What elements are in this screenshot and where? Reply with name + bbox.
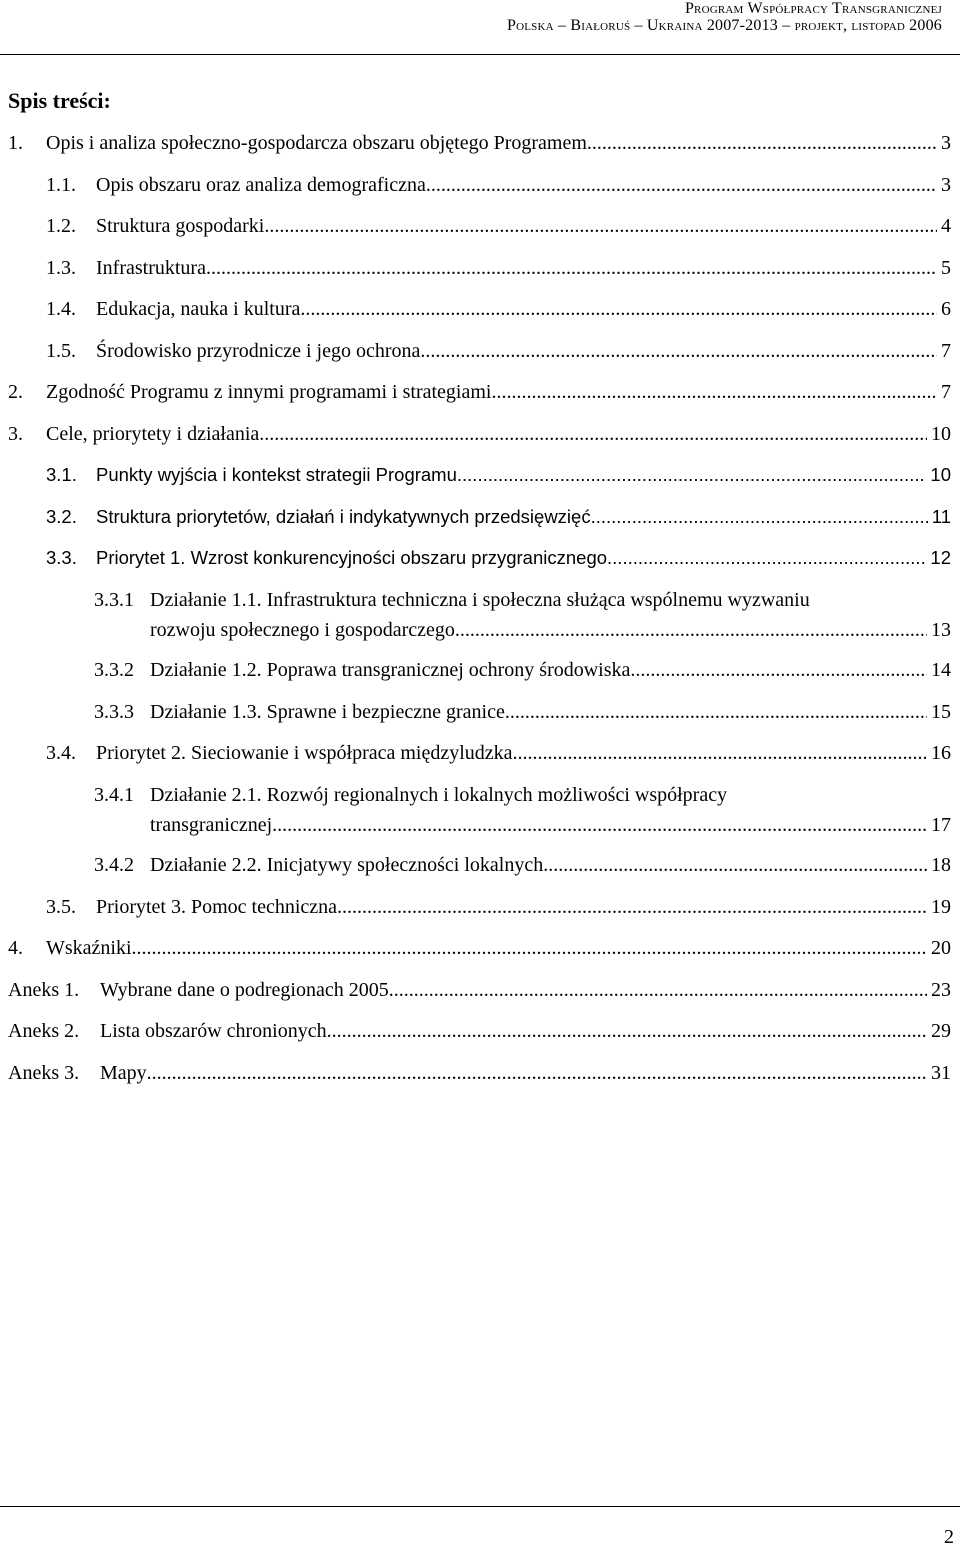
toc-entry-number: 3.3.2	[94, 659, 134, 681]
toc-entry-number: 2.	[8, 381, 23, 403]
toc-entry-title: Środowisko przyrodnicze i jego ochrona	[96, 340, 421, 362]
toc-entry-page: 10	[930, 464, 951, 485]
toc-entry-title: Struktura priorytetów, działań i indykatywnych przedsięwzięć	[96, 506, 591, 527]
toc-entry[interactable]	[46, 505, 951, 529]
toc-entry-title: Cele, priorytety i działania	[46, 423, 260, 445]
toc-leader-dots	[455, 618, 927, 642]
footer-divider	[0, 1506, 960, 1507]
toc-entry-page: 10	[931, 423, 951, 445]
page-header	[0, 0, 960, 56]
toc-leader-dots	[513, 741, 927, 765]
toc-leader-dots	[426, 173, 937, 197]
header-program-title: Program Współpracy Transgranicznej	[684, 0, 942, 17]
toc-entry[interactable]	[46, 895, 951, 919]
toc-entry[interactable]	[94, 658, 951, 682]
toc-leader-dots	[491, 380, 937, 404]
toc-entry-number: 1.2.	[46, 215, 76, 237]
toc-entry-number: 3.3.	[46, 547, 77, 568]
header-divider	[0, 54, 960, 55]
toc-entry-page: 13	[931, 619, 951, 641]
toc-leader-dots	[259, 422, 927, 446]
toc-entry-page: 3	[941, 132, 951, 154]
toc-entry[interactable]	[8, 131, 951, 155]
toc-entry-page: 14	[931, 659, 951, 681]
toc-entry[interactable]	[8, 1019, 951, 1043]
toc-entry-number: 3.5.	[46, 896, 76, 918]
toc-entry-title: Priorytet 3. Pomoc techniczna	[96, 896, 338, 918]
toc-entry[interactable]	[46, 256, 951, 280]
toc-entry-title: Edukacja, nauka i kultura	[96, 298, 301, 320]
toc-entry-number: 3.4.1	[94, 784, 134, 806]
toc-entry-page: 3	[941, 174, 951, 196]
toc-entry-page: 29	[931, 1020, 951, 1042]
page-number: 2	[944, 1526, 954, 1548]
toc-entry-page: 20	[931, 937, 951, 959]
toc-entry-title: Opis i analiza społeczno-gospodarcza obszaru objętego Programem	[46, 132, 587, 154]
toc-entry[interactable]	[8, 936, 951, 960]
toc-entry[interactable]	[46, 339, 951, 363]
toc-leader-dots	[420, 339, 937, 363]
toc-entry-title: Lista obszarów chronionych	[100, 1020, 327, 1042]
toc-entry-page: 18	[931, 854, 951, 876]
toc-entry[interactable]	[8, 422, 951, 446]
toc-leader-dots	[264, 214, 937, 238]
toc-entry-page: 4	[941, 215, 951, 237]
toc-entry-title: Wybrane dane o podregionach 2005	[100, 979, 389, 1001]
toc-entry-title: Opis obszaru oraz analiza demograficzna	[96, 174, 426, 196]
toc-entry-page: 7	[941, 381, 951, 403]
toc-leader-dots	[591, 505, 928, 529]
toc-entry-page: 15	[931, 701, 951, 723]
toc-entry-page: 7	[941, 340, 951, 362]
toc-entry-title: Działanie 1.2. Poprawa transgranicznej ochrony środowiska	[150, 659, 631, 681]
toc-leader-dots	[607, 546, 926, 570]
toc-entry[interactable]	[94, 588, 951, 642]
toc-entry-page: 6	[941, 298, 951, 320]
toc-entry-page: 23	[931, 979, 951, 1001]
toc-entry-number: 3.1.	[46, 464, 77, 485]
toc-entry-number: 3.2.	[46, 506, 77, 527]
toc-entry-title: Priorytet 2. Sieciowanie i współpraca międzyludzka	[96, 742, 513, 764]
toc-entry[interactable]	[46, 741, 951, 765]
toc-entry-title: Działanie 1.3. Sprawne i bezpieczne granice	[150, 701, 505, 723]
toc-entry-number: 4.	[8, 937, 23, 959]
header-program-subtitle: Polska – Białoruś – Ukraina 2007-2013 – projekt, listopad 2006	[507, 17, 942, 34]
toc-entry-number: Aneks 3.	[8, 1062, 80, 1084]
toc-entry[interactable]	[8, 380, 951, 404]
toc-entry-page: 31	[931, 1062, 951, 1084]
toc-entry-title: Działanie 1.1. Infrastruktura techniczna i społeczna służąca wspólnemu wyzwaniu	[150, 589, 810, 611]
toc-leader-dots	[587, 131, 937, 155]
toc-entry-number: 1.4.	[46, 298, 76, 320]
toc-entry-number: 3.	[8, 423, 23, 445]
toc-title: Spis treści:	[8, 88, 111, 113]
toc-entry-page: 5	[941, 257, 951, 279]
toc-entry-title: Wskaźniki	[46, 937, 132, 959]
toc-entry-title: Punkty wyjścia i kontekst strategii Programu	[96, 464, 457, 485]
toc-leader-dots	[300, 297, 937, 321]
toc-entry[interactable]	[46, 546, 951, 570]
toc-entry[interactable]	[94, 783, 951, 837]
toc-entry-page: 16	[931, 742, 951, 764]
toc-leader-dots	[505, 700, 927, 724]
toc-entry-title: Mapy	[100, 1062, 147, 1084]
toc-entry-title: Działanie 2.1. Rozwój regionalnych i lokalnych możliwości współpracy	[150, 784, 728, 806]
toc-leader-dots	[630, 658, 927, 682]
toc-entry-title: Zgodność Programu z innymi programami i strategiami	[46, 381, 492, 403]
toc-leader-dots	[272, 813, 927, 837]
toc-entry[interactable]	[46, 463, 951, 487]
toc-entry[interactable]	[46, 214, 951, 238]
toc-entry-number: Aneks 1.	[8, 979, 80, 1001]
toc-leader-dots	[147, 1061, 927, 1085]
toc-entry-number: 1.3.	[46, 257, 76, 279]
toc-entry-page: 19	[931, 896, 951, 918]
toc-entry-number: 3.4.2	[94, 854, 134, 876]
toc-leader-dots	[543, 853, 927, 877]
toc-entry-number: 3.4.	[46, 742, 76, 764]
toc-entry[interactable]	[8, 978, 951, 1002]
toc-entry[interactable]	[94, 853, 951, 877]
toc-entry-number: Aneks 2.	[8, 1020, 80, 1042]
toc-entry[interactable]	[46, 297, 951, 321]
toc-entry-number: 3.3.1	[94, 589, 134, 611]
toc-entry-title-continued: rozwoju społecznego i gospodarczego	[150, 619, 455, 641]
toc-entry-title: Struktura gospodarki	[96, 215, 265, 237]
toc-leader-dots	[457, 463, 927, 487]
toc-entry[interactable]	[94, 700, 951, 724]
toc-entry-title: Priorytet 1. Wzrost konkurencyjności obszaru przygranicznego	[96, 547, 608, 568]
toc-entry-number: 1.	[8, 132, 23, 154]
toc-entry-number: 1.1.	[46, 174, 76, 196]
toc-entry-page: 17	[931, 814, 951, 836]
toc-leader-dots	[389, 978, 927, 1002]
toc-entry-number: 3.3.3	[94, 701, 134, 723]
toc-entry-title-continued: transgranicznej	[150, 814, 273, 836]
toc-entry-title: Infrastruktura	[96, 257, 206, 279]
toc-entry-page: 11	[931, 506, 951, 527]
toc-leader-dots	[337, 895, 927, 919]
toc-entry-title: Działanie 2.2. Inicjatywy społeczności lokalnych	[150, 854, 544, 876]
toc-leader-dots	[206, 256, 937, 280]
toc-entry-page: 12	[930, 547, 951, 568]
toc-leader-dots	[327, 1019, 927, 1043]
toc-entry[interactable]	[8, 1061, 951, 1085]
toc-entry-number: 1.5.	[46, 340, 76, 362]
toc-entry[interactable]	[46, 173, 951, 197]
toc-leader-dots	[132, 936, 927, 960]
